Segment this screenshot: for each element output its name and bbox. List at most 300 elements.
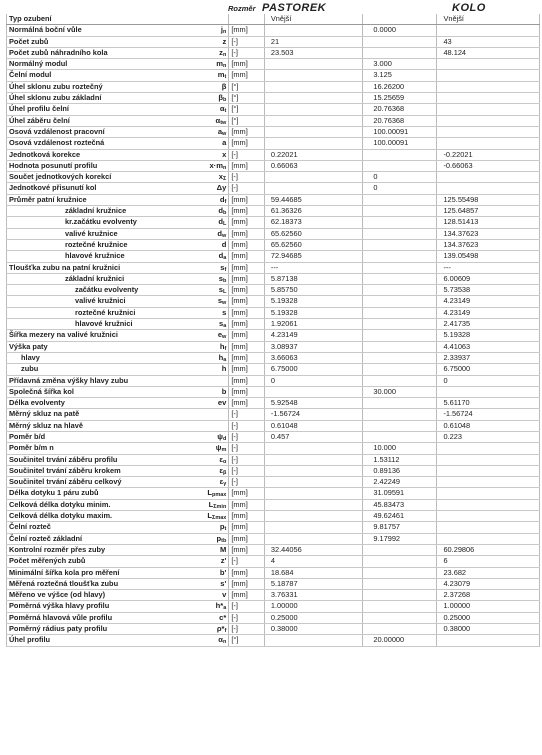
parameter-label: Úhel profilu čelní [7, 104, 174, 115]
table-row [7, 386, 540, 397]
parameter-unit: [-] [229, 172, 265, 183]
parameter-unit: [mm] [229, 499, 265, 510]
parameter-symbol [174, 14, 229, 25]
table-row [7, 25, 540, 36]
parameter-unit: [mm] [229, 488, 265, 499]
table-row [7, 567, 540, 578]
parameter-unit: [mm] [229, 59, 265, 70]
pinion-value [264, 522, 362, 533]
common-value [363, 420, 437, 431]
table-row [7, 81, 540, 92]
gear-value: -1.56724 [437, 409, 540, 420]
parameter-symbol: $s_a$ [174, 319, 229, 330]
common-value [363, 149, 437, 160]
gear-value [437, 93, 540, 104]
pinion-value: 21 [264, 36, 362, 47]
pinion-value: 0.25000 [264, 612, 362, 623]
parameter-symbol: $d_w$ [174, 228, 229, 239]
parameter-symbol: $d_b$ [174, 206, 229, 217]
common-value [363, 612, 437, 623]
parameter-unit: [-] [229, 601, 265, 612]
parameter-unit: [mm] [229, 126, 265, 137]
gear-value: 5.61170 [437, 398, 540, 409]
parameter-unit: [°] [229, 81, 265, 92]
table-row [7, 296, 540, 307]
table-row [7, 375, 540, 386]
gear-value [437, 511, 540, 522]
common-value [363, 341, 437, 352]
gear-value: 125.64857 [437, 206, 540, 217]
parameter-unit: [mm] [229, 319, 265, 330]
parameter-unit: [-] [229, 624, 265, 635]
table-row [7, 578, 540, 589]
parameter-symbol: $p_t$ [174, 522, 229, 533]
table-row [7, 228, 540, 239]
pinion-value [264, 465, 362, 476]
pinion-value [264, 104, 362, 115]
table-row [7, 319, 540, 330]
table-row [7, 273, 540, 284]
common-value: 16.26200 [363, 81, 437, 92]
pinion-value [264, 477, 362, 488]
parameter-symbol: s' [174, 578, 229, 589]
table-row [7, 522, 540, 533]
parameter-label: Měřeno ve výšce (od hlavy) [7, 590, 174, 601]
parameter-unit [229, 14, 265, 25]
parameter-symbol: $L_{\Sigma min}$ [174, 499, 229, 510]
parameter-label: Poměr b/m n [7, 443, 174, 454]
parameter-symbol: $x_\Sigma$ [174, 172, 229, 183]
parameter-label: Poměr b/d [7, 431, 174, 442]
parameter-unit: [mm] [229, 206, 265, 217]
parameter-symbol: $\rho*_f$ [174, 624, 229, 635]
pinion-value [264, 386, 362, 397]
pinion-value [264, 172, 362, 183]
parameter-label: Hodnota posunutí profilu [7, 160, 174, 171]
pinion-value [264, 488, 362, 499]
pinion-value: 5.19328 [264, 307, 362, 318]
parameter-symbol: $d_a$ [174, 251, 229, 262]
gear-value [437, 126, 540, 137]
parameter-unit: [-] [229, 36, 265, 47]
pinion-value: --- [264, 262, 362, 273]
gear-value: 6.00609 [437, 273, 540, 284]
gear-column-header: KOLO [452, 2, 486, 14]
table-row [7, 612, 540, 623]
parameter-unit: [mm] [229, 578, 265, 589]
common-value: 20.76368 [363, 115, 437, 126]
parameter-label: Normálný modul [7, 59, 174, 70]
gear-value [437, 172, 540, 183]
parameter-symbol: $h*_a$ [174, 601, 229, 612]
parameter-unit: [mm] [229, 262, 265, 273]
parameter-label: základní kružnice [7, 206, 174, 217]
parameter-symbol [174, 420, 229, 431]
parameter-symbol: c* [174, 612, 229, 623]
common-value: 2.42249 [363, 477, 437, 488]
table-row [7, 47, 540, 58]
common-value [363, 319, 437, 330]
parameter-label: Počet měřených zubů [7, 556, 174, 567]
common-value [363, 590, 437, 601]
common-value [363, 330, 437, 341]
parameter-symbol: d [174, 239, 229, 250]
parameter-unit: [°] [229, 635, 265, 646]
table-row [7, 14, 540, 25]
pinion-value [264, 183, 362, 194]
table-row [7, 262, 540, 273]
pinion-value: 0.22021 [264, 149, 362, 160]
parameter-label: Jednotkové přisunutí kol [7, 183, 174, 194]
parameter-unit: [mm] [229, 160, 265, 171]
parameter-symbol: b [174, 386, 229, 397]
gear-value: 1.00000 [437, 601, 540, 612]
parameter-unit: [mm] [229, 590, 265, 601]
pinion-value [264, 93, 362, 104]
parameter-label: kr.začátku evolventy [7, 217, 174, 228]
common-value: 3.125 [363, 70, 437, 81]
pinion-value: 72.94685 [264, 251, 362, 262]
common-value: 30.000 [363, 386, 437, 397]
table-row [7, 556, 540, 567]
pinion-value: 6.75000 [264, 364, 362, 375]
pinion-value: 4.23149 [264, 330, 362, 341]
parameter-label: hlavové kružnice [7, 251, 174, 262]
common-value [363, 307, 437, 318]
parameter-symbol: $\psi_d$ [174, 431, 229, 442]
common-value [363, 251, 437, 262]
common-value [363, 364, 437, 375]
gear-value: 0.223 [437, 431, 540, 442]
common-value [363, 194, 437, 205]
table-row [7, 420, 540, 431]
common-value [363, 206, 437, 217]
table-row [7, 149, 540, 160]
gear-value [437, 465, 540, 476]
parameter-label: Poměrný rádius paty profilu [7, 624, 174, 635]
parameter-symbol: $d_L$ [174, 217, 229, 228]
common-value: 31.09591 [363, 488, 437, 499]
table-row [7, 115, 540, 126]
parameter-label: Součinitel trvání záběru krokem [7, 465, 174, 476]
gear-value: 2.37268 [437, 590, 540, 601]
parameter-symbol: $\alpha_n$ [174, 635, 229, 646]
table-row [7, 285, 540, 296]
common-value: 10.000 [363, 443, 437, 454]
gear-value: 48.124 [437, 47, 540, 58]
pinion-value: 1.92061 [264, 319, 362, 330]
common-value: 45.83473 [363, 499, 437, 510]
common-value [363, 409, 437, 420]
parameter-unit: [mm] [229, 386, 265, 397]
common-value: 100.00091 [363, 138, 437, 149]
parameter-label: Délka dotyku 1 páru zubů [7, 488, 174, 499]
table-row [7, 36, 540, 47]
pinion-value: 0.61048 [264, 420, 362, 431]
parameter-symbol: x [174, 149, 229, 160]
pinion-value: 23.503 [264, 47, 362, 58]
table-row [7, 533, 540, 544]
gear-value: 5.73538 [437, 285, 540, 296]
table-row [7, 511, 540, 522]
gear-value: 134.37623 [437, 228, 540, 239]
table-row [7, 330, 540, 341]
parameter-symbol: $\beta_b$ [174, 93, 229, 104]
table-row [7, 590, 540, 601]
gear-value: 60.29806 [437, 544, 540, 555]
pinion-value: -1.56724 [264, 409, 362, 420]
common-value [363, 601, 437, 612]
parameter-unit: [mm] [229, 239, 265, 250]
pinion-value: 5.85750 [264, 285, 362, 296]
table-row [7, 341, 540, 352]
gear-value: 43 [437, 36, 540, 47]
gear-value: 139.05498 [437, 251, 540, 262]
gear-value [437, 533, 540, 544]
parameter-symbol: z [174, 36, 229, 47]
parameter-unit: [mm] [229, 307, 265, 318]
common-value [363, 296, 437, 307]
table-row [7, 70, 540, 81]
parameter-label: Měrný skluz na hlavě [7, 420, 174, 431]
pinion-value: 5.87138 [264, 273, 362, 284]
parameter-label: Minimální šířka kola pro měření [7, 567, 174, 578]
common-value [363, 398, 437, 409]
parameter-unit: [-] [229, 612, 265, 623]
parameter-label: Osová vzdálenost pracovní [7, 126, 174, 137]
parameter-unit: [-] [229, 47, 265, 58]
parameter-unit: [mm] [229, 511, 265, 522]
parameter-unit: [-] [229, 556, 265, 567]
gear-value: 134.37623 [437, 239, 540, 250]
gear-value: -0.22021 [437, 149, 540, 160]
table-row [7, 443, 540, 454]
parameter-label: Čelní rozteč [7, 522, 174, 533]
table-row [7, 352, 540, 363]
common-value [363, 375, 437, 386]
common-value [363, 556, 437, 567]
table-row [7, 601, 540, 612]
parameters-table [6, 14, 540, 647]
gear-value: 0 [437, 375, 540, 386]
parameter-label: zubu [7, 364, 174, 375]
common-value: 0.0000 [363, 25, 437, 36]
parameter-label: Měrný skluz na patě [7, 409, 174, 420]
gear-value [437, 635, 540, 646]
gear-value: Vnější [437, 14, 540, 25]
table-row [7, 499, 540, 510]
gear-value [437, 522, 540, 533]
gear-value [437, 115, 540, 126]
parameter-symbol: $x\cdot m_n$ [174, 160, 229, 171]
gear-value [437, 488, 540, 499]
parameter-label: valivé kružnice [7, 228, 174, 239]
parameter-label: hlavové kružnici [7, 319, 174, 330]
parameter-label: Normálná boční vůle [7, 25, 174, 36]
gear-value [437, 443, 540, 454]
pinion-value: 4 [264, 556, 362, 567]
parameter-symbol: $s_f$ [174, 262, 229, 273]
pinion-value [264, 511, 362, 522]
pinion-value [264, 126, 362, 137]
parameter-symbol: $\psi_m$ [174, 443, 229, 454]
parameter-label: základní kružnici [7, 273, 174, 284]
gear-value: 0.25000 [437, 612, 540, 623]
parameter-unit: [-] [229, 183, 265, 194]
gear-value: 6 [437, 556, 540, 567]
parameter-unit: [mm] [229, 70, 265, 81]
pinion-value [264, 115, 362, 126]
parameter-symbol: ev [174, 398, 229, 409]
parameter-symbol: $\varepsilon_\beta$ [174, 465, 229, 476]
pinion-value: 0.457 [264, 431, 362, 442]
parameter-symbol: z' [174, 556, 229, 567]
parameter-label: Výška paty [7, 341, 174, 352]
pinion-value [264, 138, 362, 149]
parameter-unit: [mm] [229, 217, 265, 228]
parameter-symbol: $h_a$ [174, 352, 229, 363]
pinion-value: 65.62560 [264, 228, 362, 239]
common-value [363, 262, 437, 273]
parameter-label: hlavy [7, 352, 174, 363]
pinion-value: 3.08937 [264, 341, 362, 352]
gear-value [437, 499, 540, 510]
parameter-symbol: $s_L$ [174, 285, 229, 296]
common-value [363, 47, 437, 58]
parameter-label: Délka evolventy [7, 398, 174, 409]
parameter-symbol: v [174, 590, 229, 601]
parameter-label: Osová vzdálenost roztečná [7, 138, 174, 149]
parameter-symbol: $e_w$ [174, 330, 229, 341]
parameter-symbol [174, 375, 229, 386]
gear-value: 2.41735 [437, 319, 540, 330]
table-row [7, 624, 540, 635]
gear-value: 4.23149 [437, 307, 540, 318]
parameter-unit: [mm] [229, 567, 265, 578]
parameter-unit: [mm] [229, 544, 265, 555]
gear-value: --- [437, 262, 540, 273]
parameters-table-body [7, 14, 540, 646]
parameter-label: Počet zubů náhradního kola [7, 47, 174, 58]
gear-value [437, 477, 540, 488]
parameter-unit: [°] [229, 93, 265, 104]
gear-value: 6.75000 [437, 364, 540, 375]
parameter-symbol: $m_t$ [174, 70, 229, 81]
common-value [363, 624, 437, 635]
table-row [7, 465, 540, 476]
parameter-label: Měřená roztečná tloušťka zubu [7, 578, 174, 589]
parameter-unit: [-] [229, 443, 265, 454]
parameter-unit: [mm] [229, 398, 265, 409]
pinion-value: 59.44685 [264, 194, 362, 205]
common-value [363, 578, 437, 589]
gear-value [437, 454, 540, 465]
table-row [7, 364, 540, 375]
gear-value [437, 81, 540, 92]
parameter-symbol: $\alpha_{tw}$ [174, 115, 229, 126]
gear-value [437, 386, 540, 397]
pinion-value: 18.684 [264, 567, 362, 578]
table-row [7, 488, 540, 499]
parameter-unit: [mm] [229, 194, 265, 205]
parameter-symbol [174, 409, 229, 420]
table-row [7, 172, 540, 183]
parameter-label: Úhel profilu [7, 635, 174, 646]
gear-value [437, 104, 540, 115]
parameter-unit: [mm] [229, 296, 265, 307]
pinion-value: 3.66063 [264, 352, 362, 363]
table-row [7, 409, 540, 420]
common-value: 20.76368 [363, 104, 437, 115]
parameter-label: Tloušťka zubu na patní kružnici [7, 262, 174, 273]
gear-value: 0.61048 [437, 420, 540, 431]
pinion-value [264, 59, 362, 70]
parameter-label: roztečné kružnici [7, 307, 174, 318]
common-value: 49.62461 [363, 511, 437, 522]
table-row [7, 126, 540, 137]
pinion-column-header: PASTOREK [262, 2, 327, 14]
gear-value [437, 25, 540, 36]
parameter-label: Přídavná změna výšky hlavy zubu [7, 375, 174, 386]
parameter-label: Úhel záběru čelní [7, 115, 174, 126]
pinion-value [264, 454, 362, 465]
common-value: 100.00091 [363, 126, 437, 137]
parameter-unit: [mm] [229, 522, 265, 533]
pinion-value [264, 499, 362, 510]
pinion-value [264, 443, 362, 454]
parameter-symbol: $L_{\Sigma max}$ [174, 511, 229, 522]
gear-value: 2.33937 [437, 352, 540, 363]
parameter-symbol: $j_n$ [174, 25, 229, 36]
common-value [363, 160, 437, 171]
parameter-label: Jednotková korekce [7, 149, 174, 160]
parameter-label: Kontrolní rozměr přes zuby [7, 544, 174, 555]
pinion-value [264, 635, 362, 646]
common-value [363, 567, 437, 578]
gear-value: 4.41063 [437, 341, 540, 352]
common-value [363, 14, 437, 25]
pinion-value: 0.66063 [264, 160, 362, 171]
parameter-unit: [-] [229, 431, 265, 442]
table-row [7, 251, 540, 262]
parameter-unit: [mm] [229, 228, 265, 239]
pinion-value: 0.38000 [264, 624, 362, 635]
table-row [7, 635, 540, 646]
table-row [7, 239, 540, 250]
common-value: 9.17992 [363, 533, 437, 544]
parameter-unit: [mm] [229, 285, 265, 296]
pinion-value: 3.76331 [264, 590, 362, 601]
parameter-symbol: $d_f$ [174, 194, 229, 205]
parameter-symbol: $\varepsilon_\alpha$ [174, 454, 229, 465]
pinion-value: Vnější [264, 14, 362, 25]
parameter-symbol: $s_w$ [174, 296, 229, 307]
parameter-symbol: s [174, 307, 229, 318]
parameter-symbol: M [174, 544, 229, 555]
common-value [363, 228, 437, 239]
pinion-value [264, 70, 362, 81]
parameter-unit: [-] [229, 409, 265, 420]
common-value [363, 36, 437, 47]
parameter-unit: [°] [229, 115, 265, 126]
parameter-label: Celková délka dotyku maxim. [7, 511, 174, 522]
gear-value: 23.682 [437, 567, 540, 578]
gear-value: 128.51413 [437, 217, 540, 228]
parameter-unit: [mm] [229, 533, 265, 544]
parameter-symbol: Δy [174, 183, 229, 194]
parameter-label: Úhel sklonu zubu roztečný [7, 81, 174, 92]
parameter-label: Průměr patní kružnice [7, 194, 174, 205]
